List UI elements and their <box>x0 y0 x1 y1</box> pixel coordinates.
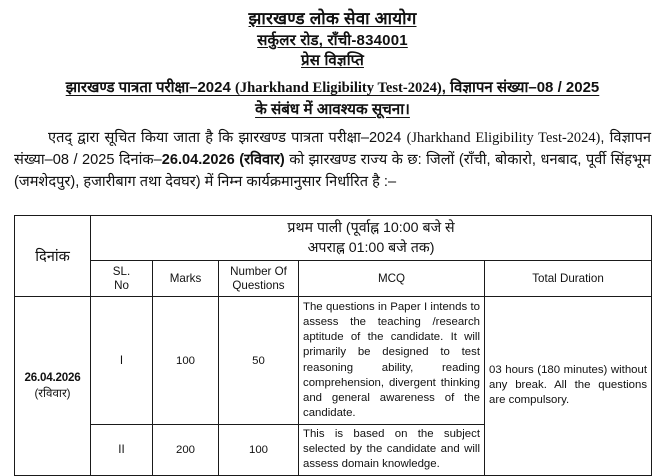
exam-day-value: (रविवार) <box>34 386 71 400</box>
cell-questions: 100 <box>219 425 299 476</box>
document-page <box>0 9 665 469</box>
body-segment-1: एतद् द्वारा सूचित किया जाता है कि झारखण्ड पात्रता परीक्षा–2024 <box>48 130 407 146</box>
title-hindi-prefix: झारखण्ड पात्रता परीक्षा–2024 <box>65 79 235 96</box>
document-type-label: प्रेस विज्ञप्ति <box>301 52 364 69</box>
notice-title <box>0 77 665 120</box>
cell-marks: 100 <box>153 297 219 425</box>
noq-line-2: Questions <box>232 278 285 292</box>
table-header-row-shift <box>15 216 652 261</box>
header-cell-number-of-questions <box>219 261 299 297</box>
table-header-row-columns <box>15 261 652 297</box>
notice-body-paragraph <box>14 127 651 193</box>
notice-title-line-2: के संबंध में आवश्यक सूचना। <box>255 101 410 118</box>
header-cell-total-duration: Total Duration <box>485 261 652 297</box>
table-row <box>15 297 652 425</box>
cell-questions: 50 <box>219 297 299 425</box>
body-segment-5: को झारखण्ड राज्य के छ: जिलों (राँची, बोकारो, धनबाद, पूर्वी सिंहभूम (जमशेदपुर), हजारीबाग तथा देवघर) में निम्न कार्यक्रमानुसार निर्धारित है :– <box>14 152 652 190</box>
cell-exam-date <box>15 297 91 476</box>
header-cell-mcq: MCQ <box>299 261 485 297</box>
cell-marks: 200 <box>153 425 219 476</box>
clipped-footer-text <box>0 461 665 469</box>
body-english-exam-name: (Jharkhand Eligibility Test-2024) <box>406 130 601 146</box>
exam-schedule-table <box>14 215 652 476</box>
shift-header-line-2: अपराह्न 01:00 बजे तक) <box>307 240 435 256</box>
body-segment-3: , विज्ञापन संख्या–08 / 2025 दिनांक– <box>14 130 651 168</box>
header-cell-shift <box>91 216 652 261</box>
organization-address: सर्कुलर रोड, राँची-834001 <box>257 32 408 49</box>
shift-header-line-1: प्रथम पाली (पूर्वाह्न 10:00 बजे से <box>287 220 455 236</box>
title-hindi-suffix: , विज्ञापन संख्या–08 / 2025 <box>441 79 600 96</box>
cell-sl-no: II <box>91 425 153 476</box>
body-exam-date: 26.04.2026 (रविवार) <box>161 152 285 168</box>
cell-mcq-description: This is based on the subject selected by the candidate and will assess domain knowledge. <box>299 425 485 476</box>
exam-date-value: 26.04.2026 <box>24 370 81 384</box>
title-english-name: (Jharkhand Eligibility Test-2024) <box>235 80 442 96</box>
sl-no-line-2: No <box>114 278 129 292</box>
sl-no-line-1: SL. <box>112 265 131 278</box>
header-cell-sl-no <box>91 261 153 297</box>
notice-title-line-1 <box>66 77 600 99</box>
header-cell-date: दिनांक <box>15 216 91 297</box>
cell-total-duration: 03 hours (180 minutes) without any break. All the questions are compulsory. <box>485 297 652 476</box>
document-header <box>0 9 665 70</box>
noq-line-1: Number Of <box>230 265 287 278</box>
header-cell-marks: Marks <box>153 261 219 297</box>
cell-mcq-description: The questions in Paper I intends to assess the teaching /research aptitude of the candidate. It will primarily be designed to test reasoning ability, reading comprehension, divergent thinking and general awareness of the candidate. <box>299 297 485 425</box>
organization-name: झारखण्ड लोक सेवा आयोग <box>248 9 417 28</box>
cell-sl-no: I <box>91 297 153 425</box>
